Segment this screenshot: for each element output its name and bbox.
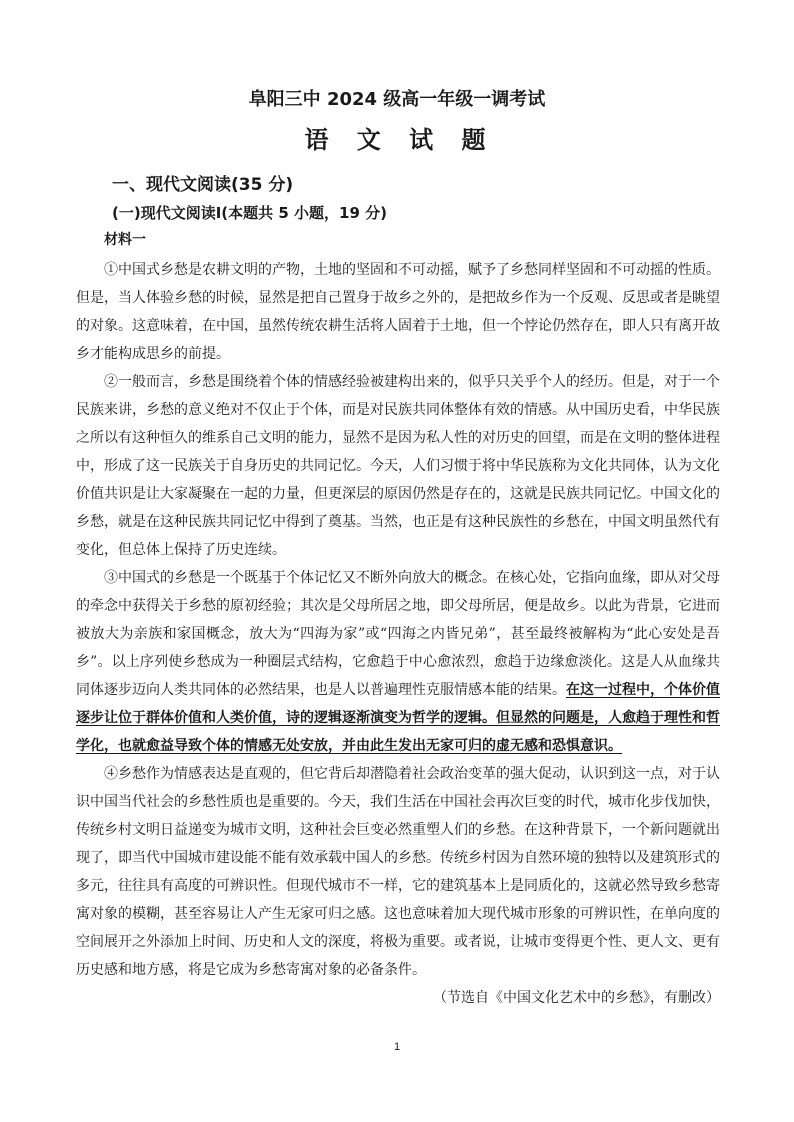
- paragraph-3-text: ③中国式的乡愁是一个既基于个体记忆又不断外向放大的概念。在核心处，它指向血缘，即从对父母的牵念中获得关于乡愁的原初经验；其次是父母所居之地，即父母所居，便是故乡。以此为背景，它进而被放大为亲族和家国概念，放大为“四海为家”或“四海之内皆兄弟”，甚至最终被解构为“此心安处是吾乡”。以上序列使乡愁成为一种圈层式结构，它愈趋于中心愈浓烈，愈趋于边缘愈淡化。这是人从血缘共同体逐步迈向人类共同体的必然结果，也是人以普遍理性克服情感本能的结果。: [76, 570, 720, 698]
- material-label: 材料一: [104, 232, 146, 248]
- section-subheading: (一)现代文阅读Ⅰ(本题共 5 小题，19 分): [112, 204, 387, 222]
- paragraph-4-text: ④乡愁作为情感表达是直观的，但它背后却潜隐着社会政治变革的强大促动，认识到这一点，对于认识中国当代社会的乡愁性质也是重要的。今天，我们生活在中国社会再次巨变的时代，城市化步伐加快，传统乡村文明日益递变为城市文明，这种社会巨变必然重塑人们的乡愁。在这种背景下，一个新问题就出现了，即当代中国城市建设能不能有效承载中国人的乡愁。传统乡村因为自然环境的独特以及建筑形式的多元，往往具有高度的可辨识性。但现代城市不一样，它的建筑基本上是同质化的，这就必然导致乡愁寄寓对象的模糊，甚至容易让人产生无家可归之感。这也意味着加大现代城市形象的可辨识性，在单向度的空间展开之外添加上时间、历史和人文的深度，将极为重要。或者说，让城市变得更个性、更人文、更有历史感和地方感，将是它成为乡愁寄寓对象的必备条件。: [76, 766, 720, 978]
- paragraph-2: [76, 368, 720, 564]
- source-citation: （节选自《中国文化艺术中的乡愁》，有删改）: [433, 990, 720, 1006]
- subject-title: 语 文 试 题: [304, 126, 490, 154]
- paragraph-1: [76, 256, 720, 368]
- paragraph-4: [76, 760, 720, 984]
- paragraph-3: [76, 564, 720, 760]
- paragraph-2-text: ②一般而言，乡愁是围绕着个体的情感经验被建构出来的，似乎只关乎个人的经历。但是，对于一个民族来讲，乡愁的意义绝对不仅止于个体，而是对民族共同体整体有效的情感。从中国历史看，中华民族之所以有这种恒久的维系自己文明的能力，显然不是因为私人性的对历史的回望，而是在文明的整体进程中，形成了这一民族关于自身历史的共同记忆。今天，人们习惯于将中华民族称为文化共同体，认为文化价值共识是让大家凝聚在一起的力量，但更深层的原因仍然是存在的，这就是民族共同记忆。中国文化的乡愁，就是在这种民族共同记忆中得到了奠基。当然，也正是有这种民族性的乡愁在，中国文明虽然代有变化，但总体上保持了历史连续。: [76, 374, 720, 558]
- page-number: 1: [393, 1041, 401, 1053]
- exam-title: 阜阳三中 2024 级高一年级一调考试: [248, 89, 546, 110]
- reading-passage: [76, 256, 720, 1012]
- section-heading: 一、现代文阅读(35 分): [112, 175, 294, 195]
- paragraph-3-emphasis: 在这一过程中，个体价值逐步让位于群体价值和人类价值，诗的逻辑逐渐演变为哲学的逻辑。但显然的问题是，人愈趋于理性和哲学化，也就愈益导致个体的情感无处安放，并由此生发出无家可归的虚无感和恐惧意识。: [76, 682, 720, 754]
- paragraph-1-text: ①中国式乡愁是农耕文明的产物，土地的坚固和不可动摇，赋予了乡愁同样坚固和不可动摇的性质。但是，当人体验乡愁的时候，显然是把自己置身于故乡之外的，是把故乡作为一个反观、反思或者是眺望的对象。这意味着，在中国，虽然传统农耕生活将人固着于土地，但一个悖论仍然存在，即人只有离开故乡才能构成思乡的前提。: [76, 262, 720, 362]
